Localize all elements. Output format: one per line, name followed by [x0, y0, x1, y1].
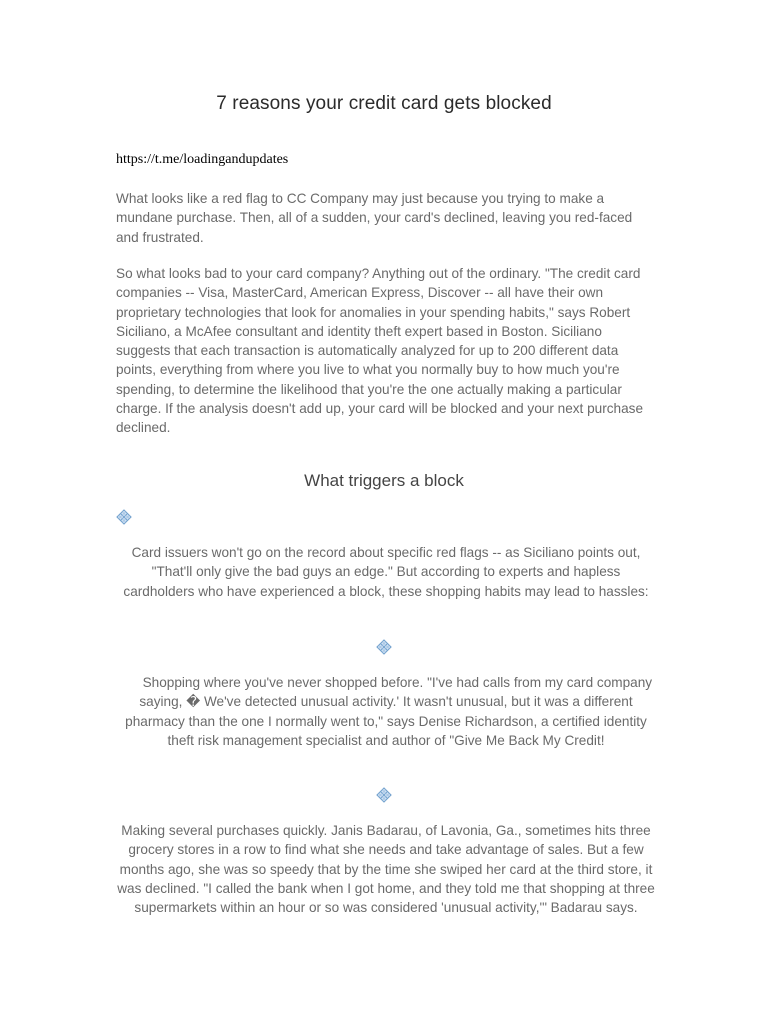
diamond-grid-icon	[116, 509, 132, 525]
section-intro-paragraph: Card issuers won't go on the record about specific red flags -- as Siciliano points out, "That'll only give the bad guys an edge." But according to experts and hapless cardholders who have experienced a block, these shopping habits may lead to hassles:	[123, 545, 649, 599]
diamond-grid-icon	[376, 639, 392, 655]
intro-paragraph: What looks like a red flag to CC Company may just because you trying to make a mundane purchase. Then, all of a sudden, your card's declined, leaving you red-faced and frustrated.	[116, 191, 633, 245]
second-paragraph: So what looks bad to your card company? Anything out of the ordinary. "The credit card companies -- Visa, MasterCard, American Express, Discover -- all have their own proprietary technologies that look for anomalies in your spending habits," says Robert Siciliano, a McAfee consultant and identity theft expert based in Boston. Siciliano suggests that each transaction is automatically analyzed for up to 200 different data points, everything from where you live to what you normally buy to how much you're spending, to determine the likelihood that you're the one actually making a particular charge. If the analysis doesn't add up, your card will be blocked and your next purchase declined.	[116, 266, 644, 436]
article-title: 7 reasons your credit card gets blocked	[216, 93, 552, 114]
reason-two-paragraph: Making several purchases quickly. Janis Badarau, of Lavonia, Ga., sometimes hits three grocery stores in a row to find what she needs and take advantage of sales. But a few months ago, she was so speedy that by the time she swiped her card at the third store, it was declined. "I called the bank when I got home, and they told me that shopping at three supermarkets within an hour or so was considered 'unusual activity,'" Badarau says.	[117, 823, 655, 916]
reason-one-paragraph: Shopping where you've never shopped before. "I've had calls from my card company saying, � We've detected unusual activity.' It wasn't unusual, but it was a different pharmacy than the one I normally went to," says Denise Richardson, a certified identity theft risk management specialist and author of "Give Me Back My Credit!	[119, 675, 653, 748]
diamond-grid-icon	[376, 787, 392, 803]
section-heading: What triggers a block	[304, 471, 464, 490]
source-link[interactable]: https://t.me/loadingandupdates	[116, 152, 289, 167]
